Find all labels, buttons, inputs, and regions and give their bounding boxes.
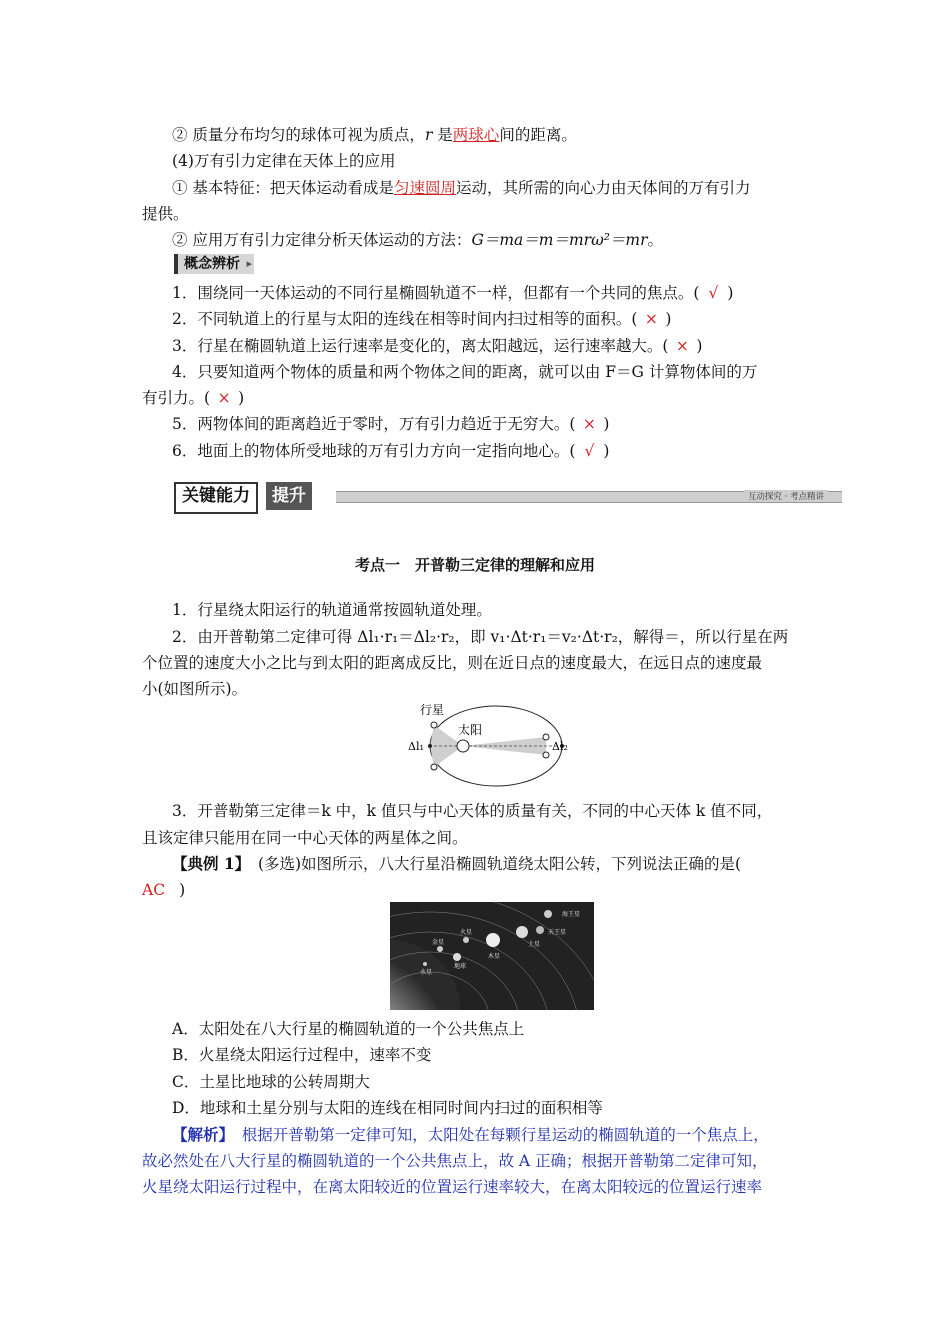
orbit-figure bbox=[408, 700, 578, 790]
planet-label: 地球 bbox=[454, 963, 467, 970]
cross-mark-icon: × bbox=[675, 337, 689, 355]
planet-label: 水星 bbox=[420, 969, 433, 976]
planet-label: 土星 bbox=[528, 941, 541, 948]
text: 6．地面上的物体所受地球的万有引力方向一定指向地心。( bbox=[172, 442, 576, 460]
text: 。 bbox=[647, 231, 664, 249]
planet-icon bbox=[428, 744, 432, 748]
text: ① 基本特征：把天体运动看成是 bbox=[172, 179, 394, 197]
planet-label: 天王星 bbox=[548, 929, 567, 936]
planet-label: 海王星 bbox=[562, 911, 581, 918]
section-heading: 考点一 开普勒三定律的理解和应用 bbox=[354, 556, 595, 574]
text: ) bbox=[727, 284, 734, 302]
text: ) bbox=[696, 337, 703, 355]
text: ) bbox=[179, 881, 186, 899]
analysis-line bbox=[172, 1122, 814, 1148]
text: 间的距离。 bbox=[499, 126, 577, 144]
text: 1．围绕同一天体运动的不同行星椭圆轨道不一样，但都有一个共同的焦点。( bbox=[172, 284, 700, 302]
check-mark-icon: √ bbox=[708, 284, 719, 302]
concept-item bbox=[172, 306, 814, 332]
concept-item bbox=[172, 438, 814, 464]
option-b: B．火星绕太阳运行过程中，速率不变 bbox=[172, 1046, 432, 1064]
text-line: (4)万有引力定律在天体上的应用 bbox=[172, 152, 396, 170]
text-line: 小(如图所示)。 bbox=[142, 680, 248, 698]
example-answer-line bbox=[142, 877, 814, 903]
text: 运动，其所需的向心力由天体间的万有引力 bbox=[455, 179, 751, 197]
concept-item bbox=[172, 359, 814, 385]
text-line: 提供。 bbox=[142, 205, 189, 223]
text-line: 2．由开普勒第二定律可得 Δl₁·r₁＝Δl₂·r₂，即 v₁·Δt·r₁＝v₂·Δt·r₂，解得＝，所以行星在两 bbox=[172, 628, 789, 646]
cross-mark-icon: × bbox=[217, 389, 231, 407]
section-banner bbox=[174, 482, 842, 510]
text: 是 bbox=[432, 126, 453, 144]
planet-icon bbox=[544, 910, 552, 918]
planet-icon bbox=[437, 946, 443, 952]
example-tag: 【典例 1】 bbox=[172, 854, 243, 873]
sun-label: 太阳 bbox=[458, 723, 483, 737]
dl1-label: Δl₁ bbox=[408, 740, 424, 753]
check-mark-icon: √ bbox=[584, 442, 595, 460]
solar-system-drawing bbox=[390, 902, 594, 1010]
cross-mark-icon: × bbox=[644, 310, 658, 328]
text-line: 3．开普勒第三定律＝k 中，k 值只与中心天体的质量有关，不同的中心天体 k 值不同， bbox=[172, 802, 773, 820]
planet-icon bbox=[463, 937, 469, 943]
planet-label: 木星 bbox=[488, 953, 501, 960]
concept-item bbox=[172, 411, 814, 437]
text-line: 1．行星绕太阳运行的轨道通常按圆轨道处理。 bbox=[172, 601, 492, 619]
solar-system-image bbox=[390, 902, 594, 1010]
banner-badge: 提升 bbox=[266, 482, 312, 510]
planet-icon bbox=[486, 933, 500, 947]
text: ) bbox=[238, 389, 245, 407]
planet-label: 行星 bbox=[420, 703, 445, 717]
text: ② 质量分布均匀的球体可视为质点， bbox=[172, 126, 425, 144]
planet-label: 火星 bbox=[460, 929, 473, 936]
planet-icon bbox=[543, 734, 549, 740]
option-c: C．土星比地球的公转周期大 bbox=[172, 1073, 370, 1091]
planet-icon bbox=[431, 722, 437, 728]
text: 4．只要知道两个物体的质量和两个物体之间的距离，就可以由 F＝G 计算物体间的万 bbox=[172, 363, 758, 381]
text-line: 且该定律只能用在同一中心天体的两星体之间。 bbox=[142, 829, 468, 847]
analysis-line: 故必然处在八大行星的椭圆轨道的一个公共焦点上，故 A 正确；根据开普勒第二定律可知， bbox=[142, 1152, 768, 1170]
concept-item bbox=[172, 333, 814, 359]
text-line: 个位置的速度大小之比与到太阳的距离成反比，则在近日点的速度最大，在远日点的速度最 bbox=[142, 654, 763, 672]
analysis-line: 火星绕太阳运行过程中，在离太阳较近的位置运行速率较大，在离太阳较远的位置运行速率 bbox=[142, 1178, 763, 1196]
text: 根据开普勒第一定律可知，太阳处在每颗行星运动的椭圆轨道的一个焦点上， bbox=[226, 1126, 769, 1144]
option-a: A．太阳处在八大行星的椭圆轨道的一个公共焦点上 bbox=[172, 1020, 525, 1038]
concept-item bbox=[142, 385, 814, 411]
text: ) bbox=[665, 310, 672, 328]
text: ) bbox=[603, 442, 610, 460]
cross-mark-icon: × bbox=[582, 415, 596, 433]
planet-icon bbox=[453, 953, 461, 961]
planet-label: 金星 bbox=[432, 939, 445, 946]
analysis-tag: 【解析】 bbox=[172, 1125, 227, 1144]
text-line bbox=[172, 175, 814, 201]
planet-icon bbox=[536, 926, 544, 934]
dl2-label: Δl₂ bbox=[552, 740, 568, 753]
text: ② 应用万有引力定律分析天体运动的方法： bbox=[172, 231, 472, 249]
banner-title: 关键能力 bbox=[174, 482, 258, 514]
planet-icon bbox=[423, 962, 427, 966]
text: 3．行星在椭圆轨道上运行速率是变化的，离太阳越远，运行速率越大。( bbox=[172, 337, 669, 355]
text-line bbox=[172, 122, 814, 148]
planet-icon bbox=[516, 926, 528, 938]
planet-icon bbox=[543, 752, 549, 758]
banner-note: 互动探究 · 考点精讲 bbox=[744, 490, 828, 502]
variable: r bbox=[424, 126, 433, 144]
text: ) bbox=[603, 415, 610, 433]
formula: G＝ma＝m＝mrω²＝mr bbox=[471, 231, 648, 249]
text-line bbox=[172, 227, 814, 253]
text: 2．不同轨道上的行星与太阳的连线在相等时间内扫过相等的面积。( bbox=[172, 310, 638, 328]
answer-fill: 匀速圆周 bbox=[393, 179, 456, 197]
example-stem bbox=[172, 851, 814, 877]
concept-tag: 概念辨析 ▸ bbox=[174, 254, 254, 274]
sun-icon bbox=[457, 740, 469, 752]
option-d: D．地球和土星分别与太阳的连线在相同时间内扫过的面积相等 bbox=[172, 1099, 603, 1117]
text: 5．两物体间的距离趋近于零时，万有引力趋近于无穷大。( bbox=[172, 415, 576, 433]
answer-fill: 两球心 bbox=[452, 126, 500, 144]
answer: AC bbox=[142, 881, 166, 899]
concept-item bbox=[172, 280, 814, 306]
text: (多选)如图所示，八大行星沿椭圆轨道绕太阳公转，下列说法正确的是( bbox=[242, 855, 742, 873]
text: 有引力。( bbox=[142, 389, 211, 407]
planet-icon bbox=[431, 764, 437, 770]
